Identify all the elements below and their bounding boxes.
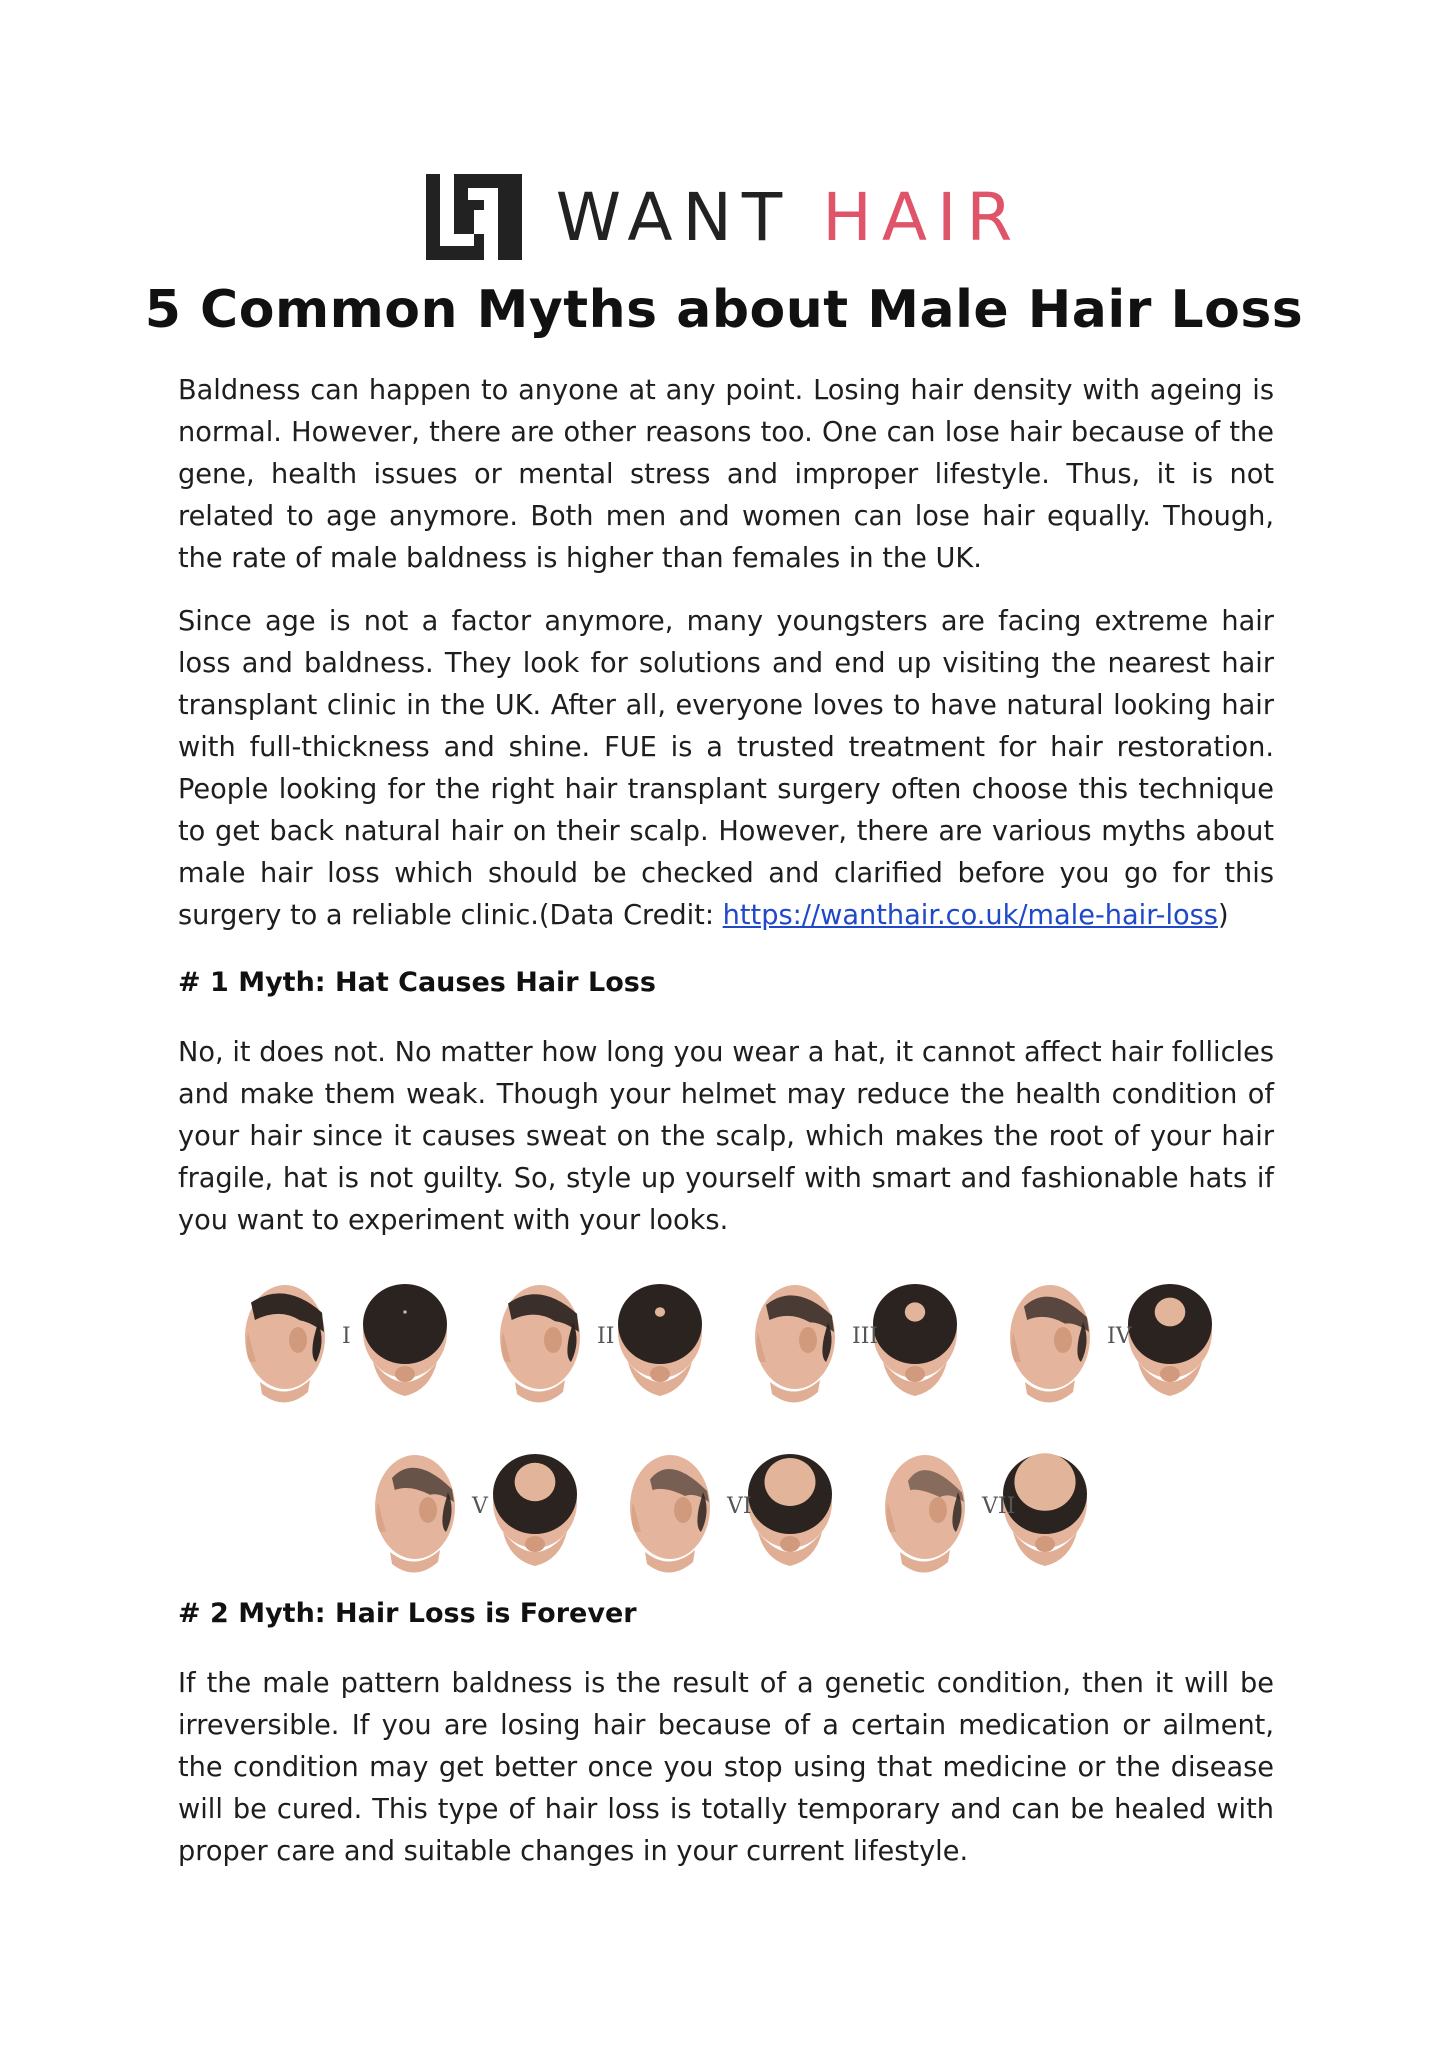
stage-label: VII: [982, 1494, 1016, 1519]
stage-5: [360, 1432, 605, 1582]
want-hair-logo-icon: [426, 174, 522, 260]
stage-2: [485, 1262, 730, 1412]
stage-label: IV: [1107, 1324, 1132, 1349]
brand-logo: [0, 172, 1448, 262]
stage-label: VI: [727, 1494, 752, 1519]
myth-2-paragraph: If the male pattern baldness is the result of a genetic condition, then it will be irreversible. If you are losing hair because of a certain medication or ailment, the condition may get better once you stop using that medicine or the disease will be cured. This type of hair loss is totally temporary and can be healed with proper care and suitable changes in your current lifestyle.: [178, 1668, 1274, 1867]
stage-6: [615, 1432, 860, 1582]
data-credit-link[interactable]: https://wanthair.co.uk/male-hair-loss: [722, 900, 1218, 931]
stage-3: [740, 1262, 985, 1412]
logo-word-want: WANT: [555, 178, 793, 256]
stage-1: [230, 1262, 475, 1412]
stage-4: [995, 1262, 1240, 1412]
second-paragraph: [178, 601, 1274, 937]
stage-label: V: [472, 1494, 488, 1519]
page-title: 5 Common Myths about Male Hair Loss: [144, 280, 1304, 340]
intro-paragraph: Baldness can happen to anyone at any point. Losing hair density with ageing is normal. However, there are other reasons too. One can lose hair because of the gene, health issues or mental stress and improper lifestyle. Thus, it is not related to age anymore. Both men and women can lose hair equally. Though, the rate of male baldness is higher than females in the UK.: [178, 375, 1274, 574]
second-paragraph-text: Since age is not a factor anymore, many youngsters are facing extreme hair loss and baldness. They look for solutions and end up visiting the nearest hair transplant clinic in the UK. After all, everyone loves to have natural looking hair with full-thickness and shine. FUE is a trusted treatment for hair restoration. People looking for the right hair transplant surgery often choose this technique to get back natural hair on their scalp. However, there are various myths about male hair loss which should be checked and clarified before you go for this surgery to a reliable clinic.(Data Credit:: [178, 606, 1274, 931]
logo-word-hair: HAIR: [822, 178, 1023, 256]
myth-2-heading: # 2 Myth: Hair Loss is Forever: [178, 1598, 637, 1629]
stage-heads-1: [230, 1262, 475, 1412]
baldness-stages-illustration: [230, 1262, 1240, 1592]
stage-label: III: [852, 1324, 879, 1349]
stage-label: I: [342, 1324, 351, 1349]
myth-1-paragraph: No, it does not. No matter how long you wear a hat, it cannot affect hair follicles and make them weak. Though your helmet may reduce the health condition of your hair since it causes sweat on the scalp, which makes the root of your hair fragile, hat is not guilty. So, style up yourself with smart and fashionable hats if you want to experiment with your looks.: [178, 1037, 1274, 1236]
stage-label: II: [597, 1324, 615, 1349]
second-paragraph-end: ): [1217, 900, 1229, 931]
myth-1-heading: # 1 Myth: Hat Causes Hair Loss: [178, 967, 656, 998]
stage-7: [870, 1432, 1115, 1582]
